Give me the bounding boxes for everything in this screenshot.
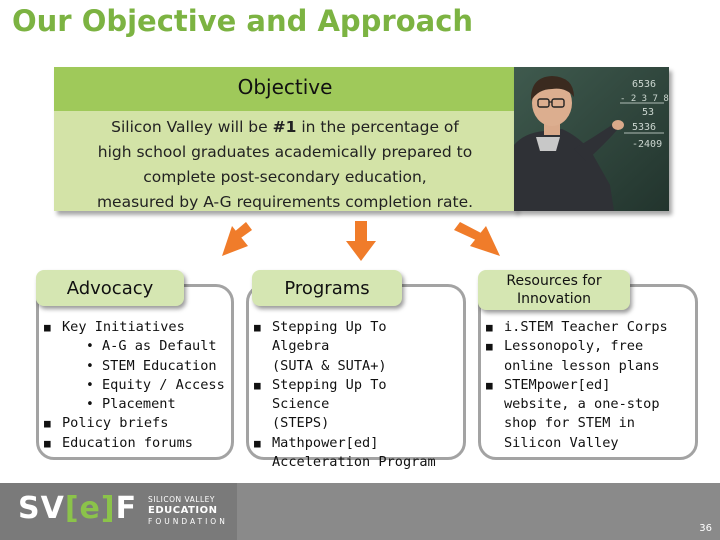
list-item: • Equity / Access [86, 376, 225, 393]
logo-f: F [115, 491, 138, 526]
objective-line-4: measured by A-G requirements completion rate. [96, 193, 474, 211]
logo-e: [e] [64, 491, 116, 526]
advocacy-heading: Advocacy [66, 278, 154, 299]
advocacy-list [44, 318, 225, 453]
list-item: Acceleration Program [272, 454, 436, 471]
arrow-to-advocacy [222, 222, 252, 256]
objective-heading: Objective [237, 75, 333, 99]
svef-logo-mark [18, 491, 137, 526]
advocacy-header [36, 270, 184, 306]
list-item: • Placement [86, 396, 176, 413]
advocacy-column [36, 270, 242, 460]
list-item: ■ Education forums [44, 434, 193, 451]
list-item: shop for STEM in [504, 415, 635, 432]
objective-rank: #1 [272, 118, 297, 136]
list-item: (SUTA & SUTA+) [272, 357, 387, 374]
logo-sv: SV [18, 491, 65, 526]
list-item: website, a one-stop [504, 396, 660, 413]
arrow-to-programs [346, 221, 376, 261]
arrow-to-resources [454, 222, 500, 256]
list-item: ■ Stepping Up To Science [254, 376, 387, 413]
list-item: online lesson plans [504, 357, 660, 374]
objective-line-3: complete post-secondary education, [143, 168, 427, 186]
slide-title: Our Objective and Approach [12, 4, 474, 38]
chalk-number-3: 53 [642, 107, 655, 118]
org-line-2: EDUCATION [148, 504, 218, 516]
resources-list [486, 318, 668, 453]
list-item: Silicon Valley [504, 434, 619, 451]
page-number: 36 [699, 523, 712, 534]
chalk-number-5: -2409 [632, 139, 663, 150]
programs-header [252, 270, 402, 306]
objective-line-2: high school graduates academically prepared to [97, 143, 473, 161]
programs-list [254, 318, 452, 472]
list-item: • A-G as Default [86, 338, 217, 355]
programs-column [246, 270, 452, 471]
list-item: ■ Policy briefs [44, 415, 169, 432]
list-item: ■ Mathpower[ed] [254, 434, 379, 451]
chalk-number-2: - 2 3 7 8 [620, 94, 669, 104]
list-item: ■ i.STEM Teacher Corps [486, 319, 668, 335]
footer-bar [0, 483, 720, 540]
chalk-number-4: 5336 [632, 122, 657, 133]
programs-heading: Programs [284, 278, 370, 299]
svef-logo [0, 483, 237, 540]
list-item: ■ Lessonopoly, free [486, 338, 644, 355]
list-item: ■ Key Initiatives [44, 319, 185, 335]
chalk-number-1: 6536 [632, 79, 657, 90]
resources-heading-line-2: Innovation [516, 291, 592, 307]
list-item: • STEM Education [86, 357, 217, 374]
objective-line-1-post: in the percentage of [296, 118, 459, 136]
org-line-3: FOUNDATION [148, 516, 228, 526]
svef-org-name [148, 495, 228, 526]
list-item: ■ STEMpower[ed] [486, 376, 611, 393]
resources-heading-line-1: Resources for [506, 273, 602, 289]
resources-header [478, 270, 630, 310]
org-line-1: SILICON VALLEY [148, 495, 215, 504]
objective-line-1-pre: Silicon Valley will be [111, 118, 273, 136]
list-item: ■ Stepping Up To Algebra [254, 319, 387, 355]
resources-column [478, 270, 684, 460]
list-item: (STEPS) [272, 415, 330, 432]
resources-heading [478, 272, 630, 308]
